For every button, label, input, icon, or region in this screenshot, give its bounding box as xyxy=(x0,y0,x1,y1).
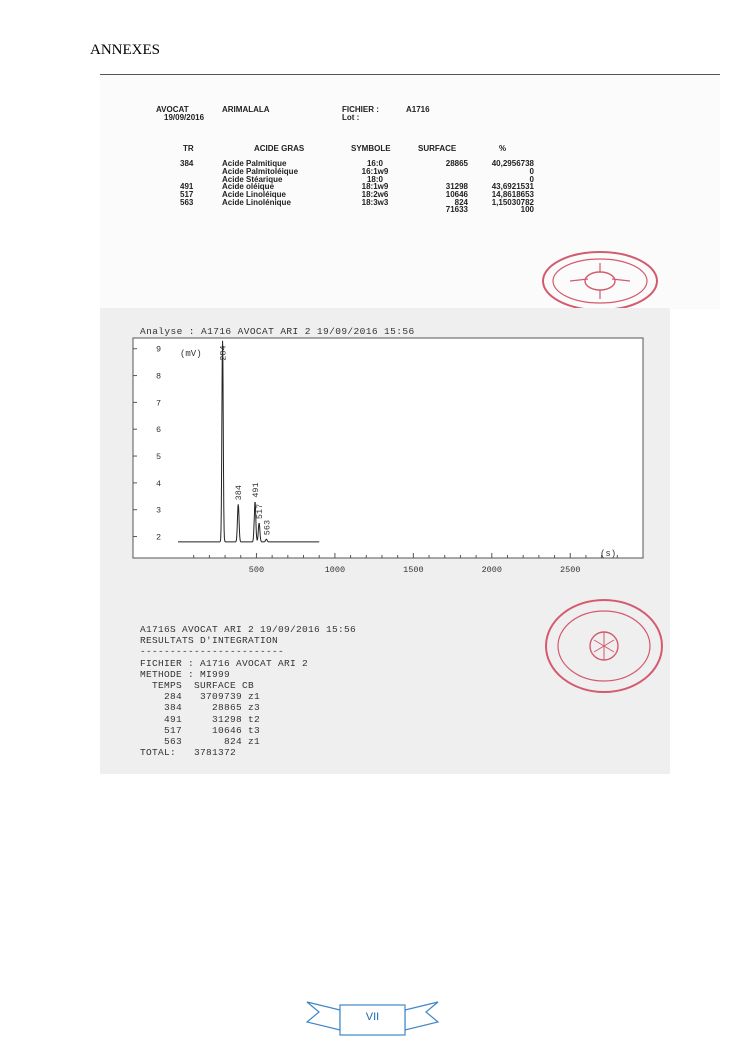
y-axis-label: (mV) xyxy=(180,349,202,359)
table-cell-tr: 491 xyxy=(180,182,194,192)
table-cell-symbole: 18:2w6 xyxy=(361,190,389,200)
table-cell-symbole: 16:1w9 xyxy=(361,166,389,176)
table-cell-acide: Acide Stéarique xyxy=(222,174,283,184)
results-scan xyxy=(100,74,720,309)
x-tick-label: 1000 xyxy=(324,565,346,575)
report-line: RESULTATS D'INTEGRATION xyxy=(140,635,279,647)
report-line: METHODE : MI999 xyxy=(140,668,231,680)
table-cell-surface: 824 xyxy=(454,198,468,207)
chromatogram-scan xyxy=(100,308,670,774)
official-stamp-icon xyxy=(540,249,660,313)
sample-name: AVOCAT xyxy=(156,105,189,114)
page-footer xyxy=(305,996,440,1038)
report-line: A1716S AVOCAT ARI 2 19/09/2016 15:56 xyxy=(140,624,357,635)
plot-frame xyxy=(133,338,643,558)
table-cell-tr: 517 xyxy=(180,190,194,200)
page-heading: ANNEXES xyxy=(90,42,160,58)
integration-report xyxy=(140,624,356,758)
y-tick-label: 3 xyxy=(156,505,162,516)
x-axis-label: (s) xyxy=(600,549,617,559)
page-number: VII xyxy=(365,1011,380,1023)
total-pct: 100 xyxy=(520,205,534,214)
x-tick-label: 2500 xyxy=(560,565,581,575)
y-tick-label: 5 xyxy=(156,452,162,463)
official-stamp-icon xyxy=(542,596,666,696)
table-cell-acide: Acide Palmitique xyxy=(222,159,287,168)
table-cell-tr: 384 xyxy=(180,159,194,168)
table-cell-acide: Acide Linoléique xyxy=(222,190,287,200)
table-cell-surface: 10646 xyxy=(445,190,468,200)
y-tick-label: 7 xyxy=(156,398,162,409)
table-cell-surface: 28865 xyxy=(445,159,468,168)
report-line: 284 3709739 z1 xyxy=(140,691,261,703)
peak-label: 491 xyxy=(251,482,262,498)
table-cell-pct: 43,6921531 xyxy=(491,182,534,192)
table-cell-symbole: 18:1w9 xyxy=(361,182,389,192)
chromatogram-chart xyxy=(128,334,648,584)
report-line: 491 31298 t2 xyxy=(140,713,261,725)
col-header-symbole: SYMBOLE xyxy=(351,144,391,153)
col-header-surface: SURFACE xyxy=(418,144,457,153)
y-tick-label: 6 xyxy=(156,425,162,436)
peak-label: 284 xyxy=(218,345,229,361)
report-line: ------------------------ xyxy=(140,646,285,658)
total-surface: 71633 xyxy=(445,205,468,214)
report-line: FICHIER : A1716 AVOCAT ARI 2 xyxy=(140,657,309,669)
peak-label: 517 xyxy=(255,503,266,520)
peak-label: 384 xyxy=(234,485,245,501)
sample-date: 19/09/2016 xyxy=(164,113,205,122)
y-tick-label: 4 xyxy=(156,478,162,489)
table-cell-pct: 14,8618653 xyxy=(491,190,534,200)
table-cell-tr: 563 xyxy=(180,198,194,207)
x-tick-label: 1500 xyxy=(403,565,424,575)
y-tick-label: 8 xyxy=(156,371,162,382)
x-tick-label: 2000 xyxy=(481,565,502,575)
table-cell-pct: 0 xyxy=(529,166,534,176)
col-header-tr: TR xyxy=(183,144,194,153)
y-tick-label: 2 xyxy=(156,532,162,543)
report-line: 563 824 z1 xyxy=(140,736,261,748)
table-cell-acide: Acide Linolénique xyxy=(222,198,291,207)
sample-origin: ARIMALALA xyxy=(222,105,270,114)
table-cell-pct: 40,2956738 xyxy=(491,159,534,168)
report-line: TEMPS SURFACE CB xyxy=(140,680,255,692)
fichier-value: A1716 xyxy=(406,105,430,114)
y-tick-label: 9 xyxy=(156,344,162,355)
table-cell-surface: 31298 xyxy=(445,182,468,192)
table-cell-pct: 0 xyxy=(529,174,534,184)
lot-label: Lot : xyxy=(342,113,360,122)
report-line: 384 28865 z3 xyxy=(140,702,261,714)
table-cell-acide: Acide oléique xyxy=(222,182,275,192)
report-line: TOTAL: 3781372 xyxy=(140,747,237,759)
fichier-label: FICHIER : xyxy=(342,105,379,114)
col-header-pct: % xyxy=(499,144,507,153)
table-cell-symbole: 16:0 xyxy=(366,159,383,168)
table-cell-symbole: 18:3w3 xyxy=(361,198,389,207)
peak-label: 563 xyxy=(262,519,273,536)
table-cell-symbole: 18:0 xyxy=(366,174,383,184)
x-tick-label: 500 xyxy=(248,565,265,575)
col-header-acide: ACIDE GRAS xyxy=(254,144,305,153)
table-cell-pct: 1,15030782 xyxy=(491,198,534,207)
report-line: 517 10646 t3 xyxy=(140,724,261,736)
table-cell-acide: Acide Palmitoléique xyxy=(222,166,299,176)
chromatogram-title: Analyse : A1716 AVOCAT ARI 2 19/09/2016 15:56 xyxy=(140,326,415,337)
